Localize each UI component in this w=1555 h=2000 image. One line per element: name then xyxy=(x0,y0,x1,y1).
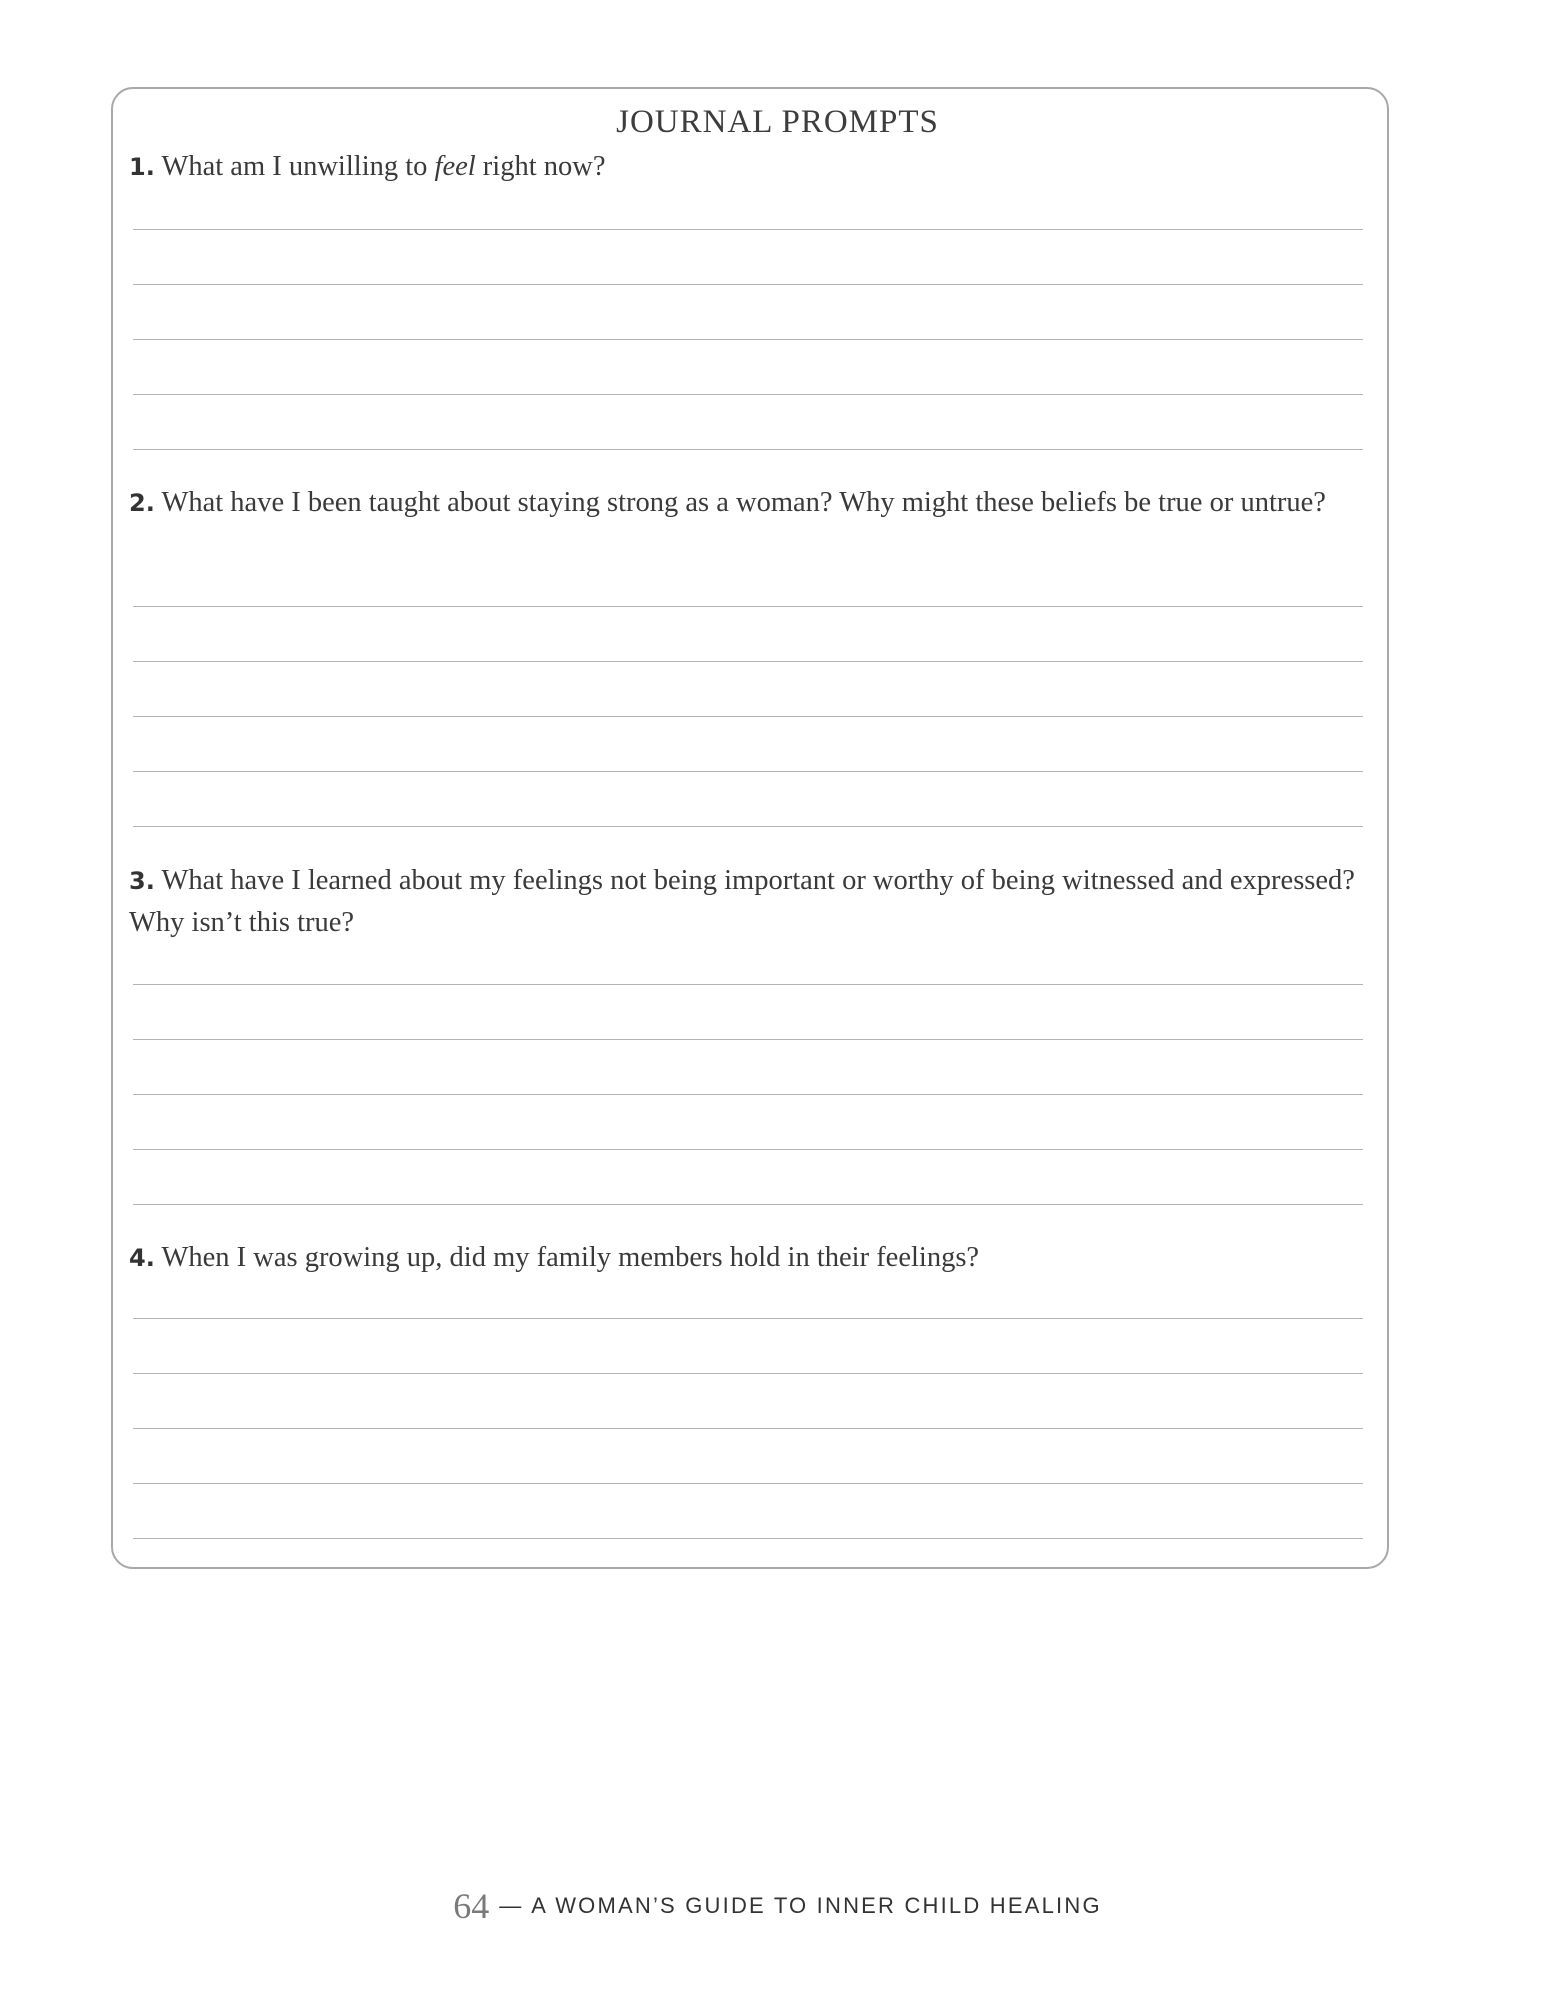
writing-line[interactable] xyxy=(133,1428,1363,1429)
writing-line[interactable] xyxy=(133,339,1363,340)
writing-line[interactable] xyxy=(133,771,1363,772)
prompt-number: 2. xyxy=(129,489,155,517)
writing-line[interactable] xyxy=(133,1204,1363,1205)
writing-line[interactable] xyxy=(133,1149,1363,1150)
prompt-emphasis: feel xyxy=(434,151,476,182)
journal-prompts-box xyxy=(111,87,1389,1569)
writing-line[interactable] xyxy=(133,229,1363,230)
writing-line[interactable] xyxy=(133,1039,1363,1040)
prompt-number: 1. xyxy=(129,153,155,181)
prompt-text: What have I been taught about staying strong as a woman? Why might these beliefs be true or untrue? xyxy=(161,487,1326,518)
writing-line[interactable] xyxy=(133,826,1363,827)
prompt-1 xyxy=(129,146,1379,188)
writing-line[interactable] xyxy=(133,1538,1363,1539)
writing-line[interactable] xyxy=(133,661,1363,662)
prompt-text: What have I learned about my feelings not being important or worthy of being witnessed and expressed? Why isn’t this true? xyxy=(129,865,1355,938)
prompt-number: 4. xyxy=(129,1244,155,1272)
footer-separator: — xyxy=(499,1893,522,1918)
prompt-3 xyxy=(129,860,1379,944)
prompt-text: What am I unwilling to xyxy=(161,151,435,182)
prompt-4 xyxy=(129,1237,1379,1279)
writing-line[interactable] xyxy=(133,606,1363,607)
page-number: 64 xyxy=(453,1886,490,1926)
writing-line[interactable] xyxy=(133,284,1363,285)
page-footer xyxy=(0,1885,1555,1927)
section-heading: JOURNAL PROMPTS xyxy=(616,104,939,140)
prompt-number: 3. xyxy=(129,867,155,895)
writing-line[interactable] xyxy=(133,984,1363,985)
writing-line[interactable] xyxy=(133,449,1363,450)
prompt-2 xyxy=(129,482,1379,524)
writing-line[interactable] xyxy=(133,1483,1363,1484)
prompt-text: When I was growing up, did my family members hold in their feelings? xyxy=(161,1242,980,1273)
writing-line[interactable] xyxy=(133,1094,1363,1095)
writing-line[interactable] xyxy=(133,394,1363,395)
writing-line[interactable] xyxy=(133,1373,1363,1374)
writing-line[interactable] xyxy=(133,1318,1363,1319)
writing-line[interactable] xyxy=(133,716,1363,717)
prompt-text: right now? xyxy=(475,151,606,182)
book-title: A WOMAN’S GUIDE TO INNER CHILD HEALING xyxy=(531,1893,1102,1918)
